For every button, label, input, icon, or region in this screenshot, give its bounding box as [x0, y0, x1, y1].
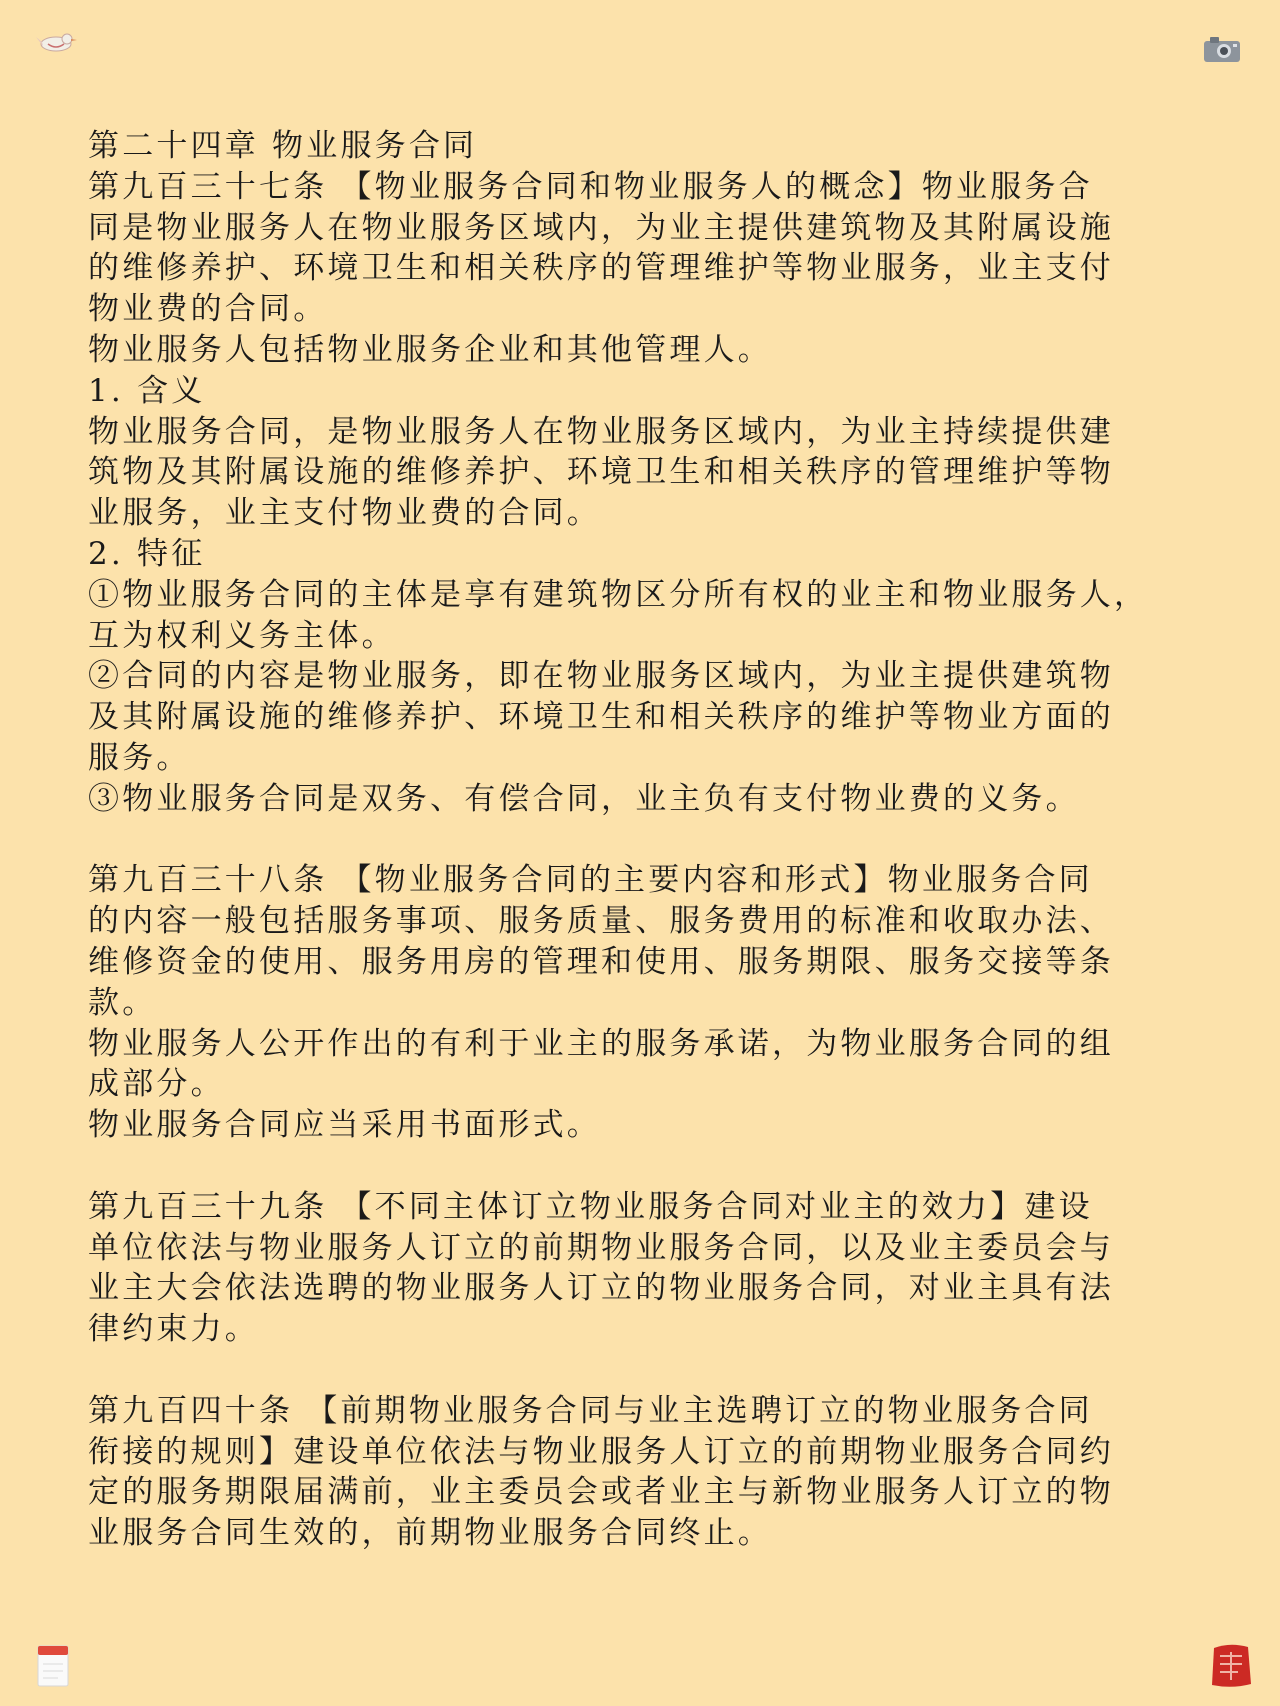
text-line: 款。: [88, 984, 157, 1021]
text-line: ①物业服务合同的主体是享有建筑物区分所有权的业主和物业服务人，: [88, 576, 1149, 613]
text-line: 成部分。: [88, 1066, 225, 1103]
text-line: 物业服务合同应当采用书面形式。: [88, 1107, 601, 1144]
text-line: 的维修养护、环境卫生和相关秩序的管理维护等物业服务，业主支付: [88, 250, 1114, 287]
text-line: 业服务，业主支付物业费的合同。: [88, 495, 601, 532]
blank-line: [88, 1350, 1208, 1391]
text-line: 互为权利义务主体。: [88, 617, 396, 654]
chapter-title: 第二十四章 物业服务合同: [88, 128, 478, 164]
text-line: 同是物业服务人在物业服务区域内，为业主提供建筑物及其附属设施: [88, 209, 1114, 246]
seal-icon: [1208, 1640, 1254, 1690]
text-line: 服务。: [88, 739, 191, 776]
text-line: 业服务合同生效的，前期物业服务合同终止。: [88, 1515, 772, 1552]
section-heading: 2. 特征: [88, 535, 206, 572]
text-line: ②合同的内容是物业服务，即在物业服务区域内，为业主提供建筑物: [88, 658, 1114, 695]
text-line: 单位依法与物业服务人订立的前期物业服务合同，以及业主委员会与: [88, 1229, 1114, 1266]
text-line: 第九百三十七条 【物业服务合同和物业服务人的概念】物业服务合: [88, 168, 1093, 205]
text-line: 律约束力。: [88, 1311, 259, 1348]
article-heading: 第九百三十八条 【物业服务合同的主要内容和形式】物业服务合同: [88, 862, 1093, 899]
text-line: 物业服务合同，是物业服务人在物业服务区域内，为业主持续提供建: [88, 413, 1114, 450]
section-heading: 1. 含义: [88, 372, 206, 409]
text-line: 及其附属设施的维修养护、环境卫生和相关秩序的维护等物业方面的: [88, 699, 1114, 736]
article-heading: 第九百三十九条 【不同主体订立物业服务合同对业主的效力】建设: [88, 1188, 1093, 1225]
document-body: [88, 126, 1208, 1554]
text-line: 定的服务期限届满前，业主委员会或者业主与新物业服务人订立的物: [88, 1474, 1114, 1511]
text-line: 的内容一般包括服务事项、服务质量、服务费用的标准和收取办法、: [88, 903, 1114, 940]
text-line: 衔接的规则】建设单位依法与物业服务人订立的前期物业服务合同约: [88, 1433, 1114, 1470]
text-line: 物业费的合同。: [88, 291, 328, 328]
text-line: 物业服务人包括物业服务企业和其他管理人。: [88, 331, 772, 368]
article-heading: 第九百四十条 【前期物业服务合同与业主选聘订立的物业服务合同: [88, 1392, 1093, 1429]
text-line: 维修资金的使用、服务用房的管理和使用、服务期限、服务交接等条: [88, 943, 1114, 980]
text-line: 物业服务人公开作出的有利于业主的服务承诺，为物业服务合同的组: [88, 1025, 1114, 1062]
blank-line: [88, 820, 1208, 861]
text-line: ③物业服务合同是双务、有偿合同，业主负有支付物业费的义务。: [88, 780, 1080, 817]
notepad-icon: [34, 1640, 72, 1690]
blank-line: [88, 1146, 1208, 1187]
camera-icon: [1202, 34, 1242, 64]
text-line: 业主大会依法选聘的物业服务人订立的物业服务合同，对业主具有法: [88, 1270, 1114, 1307]
bird-icon: [34, 28, 78, 56]
text-line: 筑物及其附属设施的维修养护、环境卫生和相关秩序的管理维护等物: [88, 454, 1114, 491]
